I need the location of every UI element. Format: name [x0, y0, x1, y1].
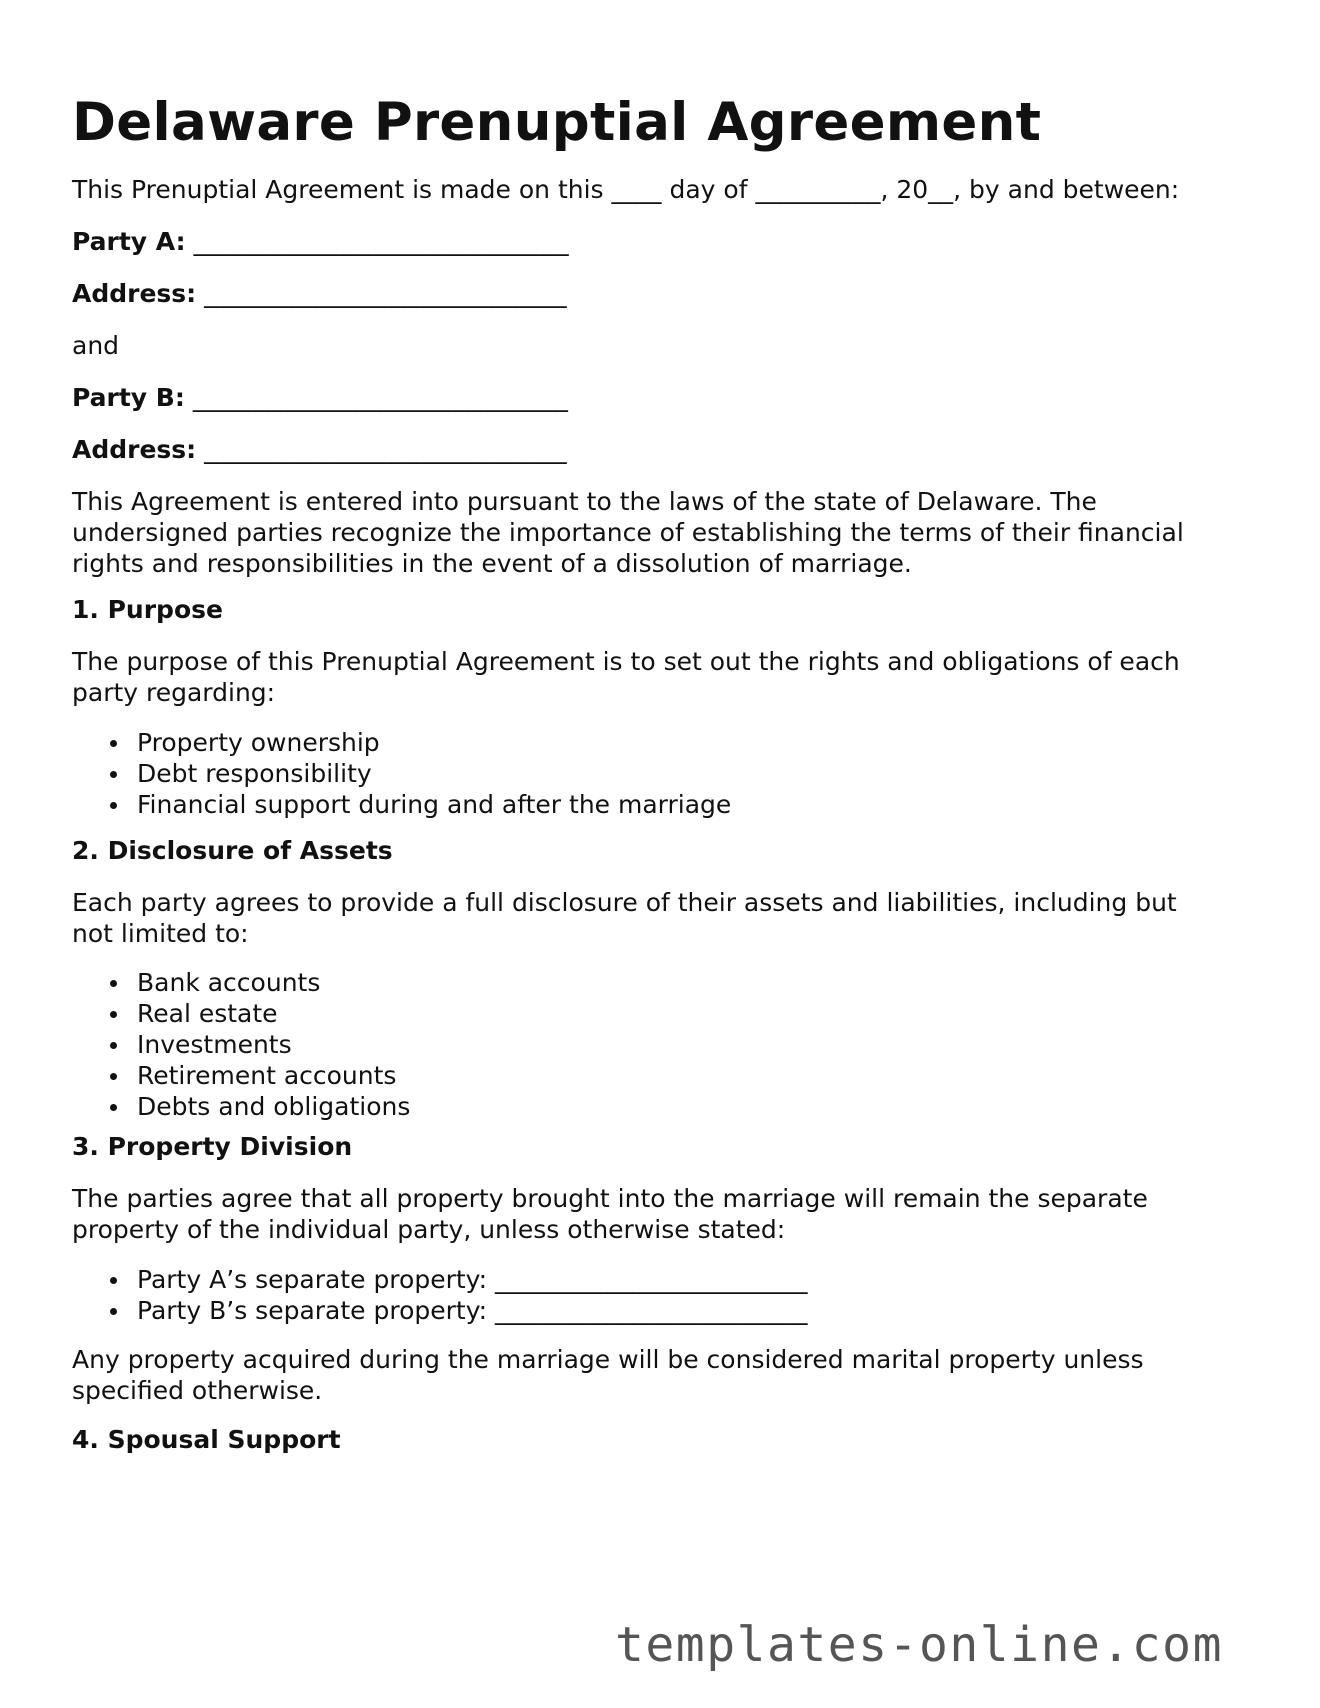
- bullet-icon: [110, 740, 117, 747]
- bullet-icon: [110, 1104, 117, 1111]
- section-purpose-heading: 1. Purpose: [72, 595, 223, 624]
- bullet-icon: [110, 1277, 117, 1284]
- party-b-address-label: Address:: [72, 435, 197, 464]
- party-b-label: Party B:: [72, 383, 185, 412]
- party-a-address-label: Address:: [72, 279, 197, 308]
- marital-property-line: specified otherwise.: [72, 1376, 323, 1405]
- bullet-icon: [110, 1308, 117, 1315]
- preamble-paragraph: [72, 486, 1232, 579]
- list-item: Debt responsibility: [72, 758, 731, 789]
- list-item: Retirement accounts: [72, 1060, 410, 1091]
- list-item: Party A’s separate property: _________________________: [72, 1264, 808, 1295]
- purpose-paragraph: [72, 646, 1232, 708]
- bullet-icon: [110, 1042, 117, 1049]
- intro-line: This Prenuptial Agreement is made on this ____ day of __________, 20__, by and between:: [72, 175, 1180, 204]
- purpose-line: The purpose of this Prenuptial Agreement is to set out the rights and obligations of each: [72, 647, 1180, 676]
- property-division-line: property of the individual party, unless otherwise stated:: [72, 1215, 786, 1244]
- purpose-line: party regarding:: [72, 678, 276, 707]
- list-item: Investments: [72, 1029, 410, 1060]
- section-spousal-support-heading: 4. Spousal Support: [72, 1425, 341, 1454]
- disclosure-paragraph: [72, 887, 1232, 949]
- list-item: Bank accounts: [72, 967, 410, 998]
- property-division-paragraph: [72, 1183, 1232, 1245]
- bullet-icon: [110, 771, 117, 778]
- party-b-line: [72, 382, 568, 413]
- list-item: Party B’s separate property: _________________________: [72, 1295, 808, 1326]
- disclosure-line: Each party agrees to provide a full disclosure of their assets and liabilities, including but: [72, 888, 1177, 917]
- party-b-address-line: [72, 434, 567, 465]
- disclosure-list: [72, 967, 410, 1122]
- watermark-text: templates-online.com: [615, 1617, 1223, 1673]
- party-a-address-line: [72, 278, 567, 309]
- preamble-line: This Agreement is entered into pursuant to the laws of the state of Delaware. The: [72, 487, 1097, 516]
- preamble-line: undersigned parties recognize the importance of establishing the terms of their financial: [72, 518, 1184, 547]
- list-item: Debts and obligations: [72, 1091, 410, 1122]
- list-item: Financial support during and after the marriage: [72, 789, 731, 820]
- bullet-icon: [110, 1011, 117, 1018]
- party-b-address-blank: _____________________________: [204, 435, 567, 464]
- party-a-label: Party A:: [72, 227, 186, 256]
- preamble-line: rights and responsibilities in the event of a dissolution of marriage.: [72, 549, 912, 578]
- marital-property-paragraph: [72, 1344, 1232, 1406]
- marital-property-line: Any property acquired during the marriage will be considered marital property unless: [72, 1345, 1144, 1374]
- bullet-icon: [110, 802, 117, 809]
- party-a-address-blank: _____________________________: [204, 279, 567, 308]
- property-division-line: The parties agree that all property brought into the marriage will remain the separate: [72, 1184, 1148, 1213]
- conjunction-text: and: [72, 331, 120, 360]
- bullet-icon: [110, 1073, 117, 1080]
- section-disclosure-heading: 2. Disclosure of Assets: [72, 836, 393, 865]
- party-a-line: [72, 226, 569, 257]
- party-a-blank: ______________________________: [193, 227, 569, 256]
- disclosure-line: not limited to:: [72, 919, 249, 948]
- list-item: Property ownership: [72, 727, 731, 758]
- party-b-blank: ______________________________: [192, 383, 568, 412]
- bullet-icon: [110, 980, 117, 987]
- document-title: Delaware Prenuptial Agreement: [72, 92, 1042, 153]
- property-division-list: [72, 1264, 808, 1326]
- section-property-division-heading: 3. Property Division: [72, 1132, 353, 1161]
- list-item: Real estate: [72, 998, 410, 1029]
- purpose-list: [72, 727, 731, 820]
